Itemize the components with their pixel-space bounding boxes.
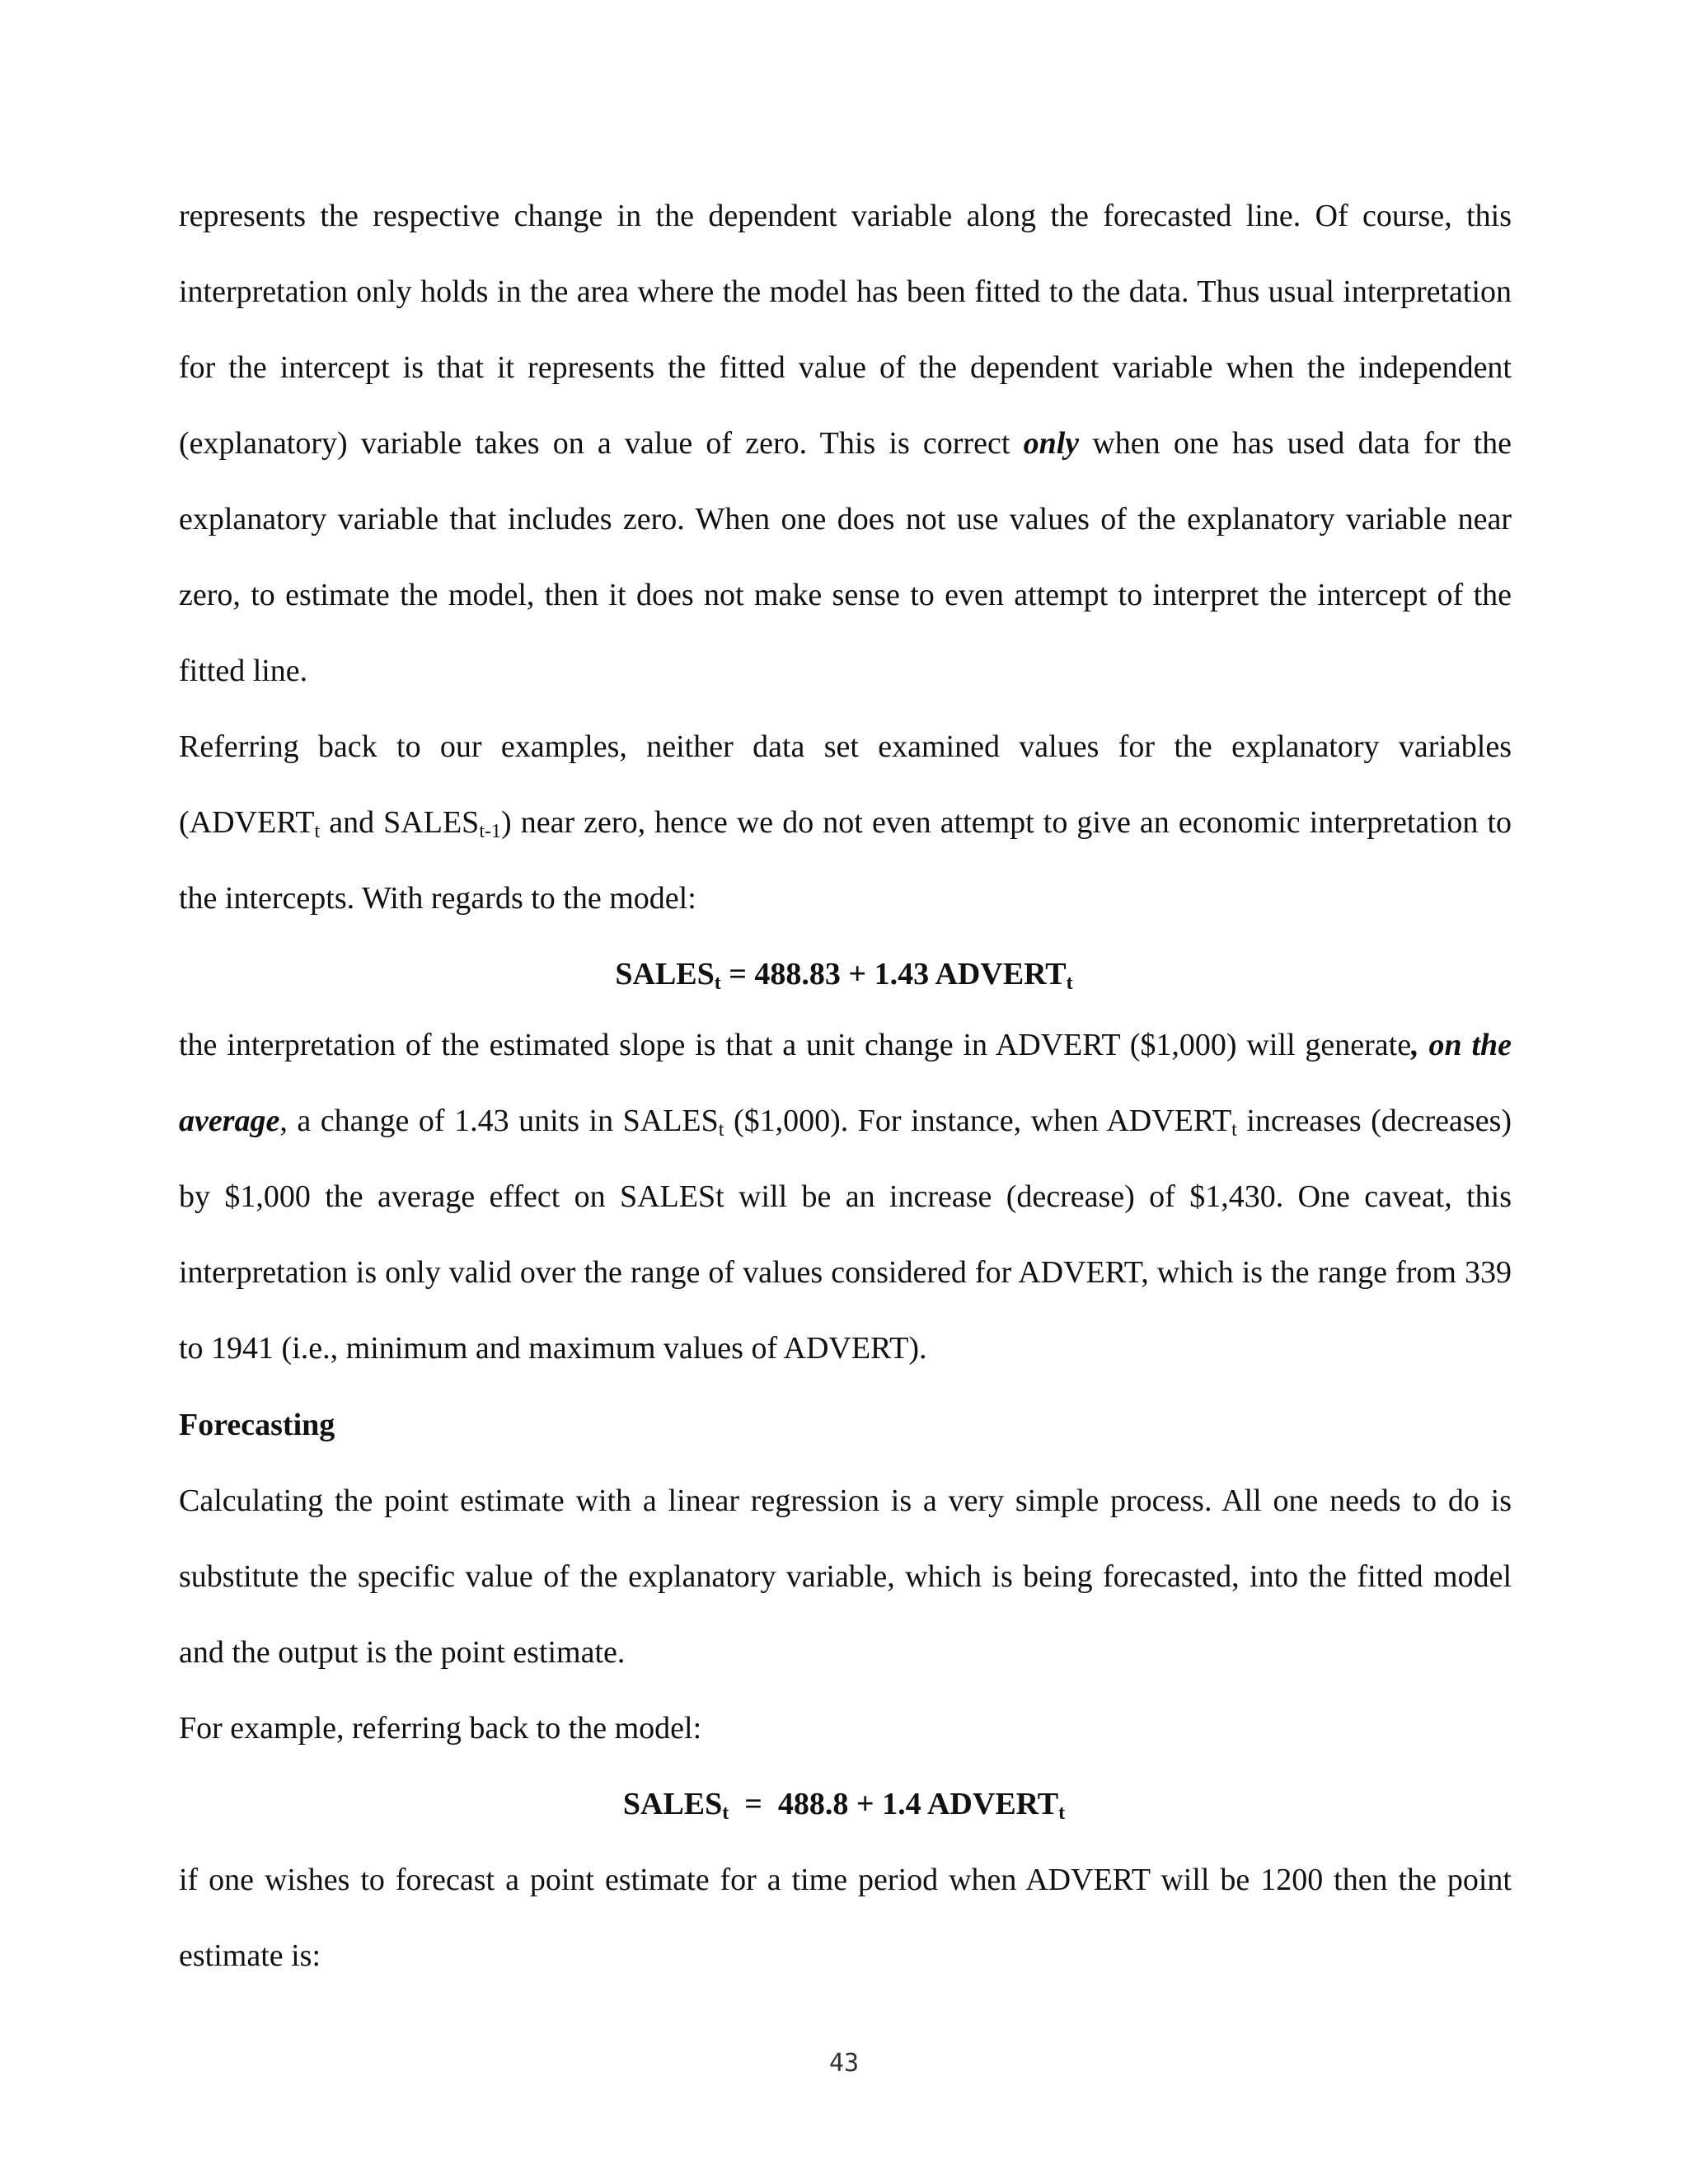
equation-lhs: SALES [622,1787,723,1821]
emphasis-on-the-average: , on the average [179,1028,1512,1138]
equation-lhs-subscript: t [714,972,721,994]
page-number: 43 [828,2049,860,2078]
paragraph-text: ) near zero, hence we do not even attempt to give an economic interpretation to the intercepts. With regards to the model: [179,805,1512,916]
paragraph-text: represents the respective change in the dependent variable along the forecasted line. Of course, this interpretation only holds in the area where the model has been fitted to the data. Thus usual interpretation for the intercept is that it represents the fitted value of the dependent variable when the independent (explanatory) variable takes on a value of zero. This is correct [179,199,1512,461]
paragraph-text: the interpretation of the estimated slope is that a unit change in ADVERT ($1,000) will generate [179,1028,1412,1062]
paragraph-slope-interpretation [179,1007,1512,1386]
paragraph-text: , a change of 1.43 units in SALES [279,1104,719,1138]
equation-rhs-subscript: t [1066,972,1073,994]
section-heading-forecasting: Forecasting [179,1408,335,1442]
equation-rhs: = 488.8 + 1.4 ADVERT [729,1787,1059,1821]
equation-sales-advert-2 [0,1766,1688,1842]
paragraph-text: Referring back to our examples, neither data set examined values for the explanatory variables (ADVERT [179,729,1512,840]
equation-rhs-subscript: t [1058,1802,1066,1824]
equation-sales-advert-1 [0,936,1688,1012]
paragraph-forecast-1200: if one wishes to forecast a point estimate for a time period when ADVERT will be 1200 then the point estimate is: [179,1863,1512,1973]
paragraph-example-intro: For example, referring back to the model: [179,1711,702,1746]
emphasis-only: only [1023,426,1080,461]
paragraph-text: ($1,000). For instance, when ADVERT [724,1104,1232,1138]
paragraph-examples [179,709,1512,936]
subscript-t: t [718,1119,724,1141]
paragraph-text-continued: when one has used data for the explanatory variable that includes zero. When one does not use values of the explanatory variable near zero, to estimate the model, then it does not make sense to even attempt to interpret the intercept of the fitted line. [179,426,1512,688]
subscript-t: t [1231,1119,1237,1141]
equation-rhs: = 488.83 + 1.43 ADVERT [720,957,1067,991]
paragraph-intercept-interpretation [179,178,1512,709]
equation-lhs-subscript: t [722,1802,729,1824]
paragraph-text: increases (decreases) by $1,000 the average effect on SALESt will be an increase (decrease) of $1,430. One caveat, this interpretation is only valid over the range of values considered for ADVERT, which is the range from 339 to 1941 (i.e., minimum and maximum values of ADVERT). [179,1104,1512,1366]
subscript-t: t [314,821,321,842]
subscript-t-1: t-1 [479,821,501,842]
paragraph-text: and SALES [320,805,480,840]
equation-lhs: SALES [615,957,715,991]
paragraph-point-estimate: Calculating the point estimate with a linear regression is a very simple process. All one needs to do is substitute the specific value of the explanatory variable, which is being forecasted, into the fitted model and the output is the point estimate. [179,1483,1512,1670]
